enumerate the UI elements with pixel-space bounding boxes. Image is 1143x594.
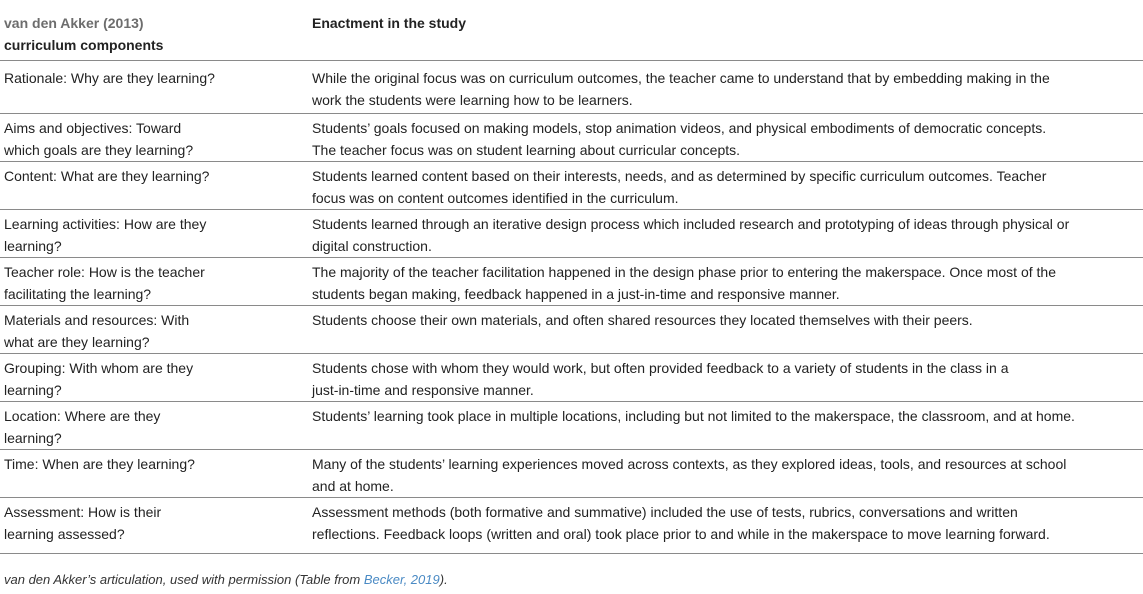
enactment-cell: Students chose with whom they would work, but often provided feedback to a variety of students in the class in a just-in-time and responsive manner.: [312, 360, 1009, 398]
component-cell: Assessment: How is their learning assessed?: [4, 504, 162, 542]
component-cell: Aims and objectives: Toward which goals are they learning?: [4, 120, 194, 158]
enactment-cell: The majority of the teacher facilitation happened in the design phase prior to entering the makerspace. Once most of the students began making, feedback happened in a just-in-time and responsive manner.: [312, 264, 1056, 302]
table-row: [0, 162, 1143, 210]
component-cell: Location: Where are they learning?: [4, 408, 161, 446]
component-cell: Content: What are they learning?: [4, 168, 210, 184]
component-cell: Time: When are they learning?: [4, 456, 195, 472]
table-row: [0, 450, 1143, 498]
citation-link[interactable]: Becker, 2019: [363, 572, 440, 587]
header-col1-line2: curriculum components: [4, 37, 164, 53]
table-row: [0, 258, 1143, 306]
enactment-cell: Many of the students’ learning experiences moved across contexts, as they explored ideas, tools, and resources at school and at home.: [312, 456, 1067, 494]
table-caption: [4, 572, 448, 587]
component-cell: Materials and resources: With what are they learning?: [4, 312, 190, 350]
table-row: [0, 306, 1143, 354]
component-cell: Teacher role: How is the teacher facilitating the learning?: [4, 264, 205, 302]
caption-text-end: ).: [439, 572, 448, 587]
table-row: [0, 114, 1143, 162]
enactment-cell: While the original focus was on curriculum outcomes, the teacher came to understand that by embedding making in the work the students were learning how to be learners.: [312, 70, 1050, 108]
table-row: [0, 498, 1143, 554]
enactment-cell: Assessment methods (both formative and summative) included the use of tests, rubrics, conversations and written reflections. Feedback loops (written and oral) took place prior to and while in the makerspace to move learning forward.: [312, 504, 1050, 542]
component-cell: Grouping: With whom are they learning?: [4, 360, 194, 398]
enactment-cell: Students learned content based on their interests, needs, and as determined by specific curriculum outcomes. Teacher focus was on content outcomes identified in the curriculum.: [312, 168, 1047, 206]
caption-text: van den Akker’s articulation, used with permission (Table from: [4, 572, 364, 587]
enactment-cell: Students’ learning took place in multiple locations, including but not limited to the makerspace, the classroom, and at home.: [312, 408, 1075, 424]
table-header: [0, 0, 1143, 61]
enactment-cell: Students’ goals focused on making models, stop animation videos, and physical embodiments of democratic concepts. The teacher focus was on student learning about curricular concepts.: [312, 120, 1047, 158]
component-cell: Learning activities: How are they learning?: [4, 216, 207, 254]
component-cell: Rationale: Why are they learning?: [4, 70, 215, 86]
table-row: [0, 354, 1143, 402]
header-col-enactment: Enactment in the study: [312, 15, 467, 31]
table-row: [0, 402, 1143, 450]
table-row: [0, 210, 1143, 258]
enactment-cell: Students learned through an iterative design process which included research and prototyping of ideas through physical or digital construction.: [312, 216, 1070, 254]
table-row: [0, 61, 1143, 114]
enactment-cell: Students choose their own materials, and often shared resources they located themselves with their peers.: [312, 312, 973, 328]
header-col-components: [4, 12, 163, 56]
header-col1-line1: van den Akker (2013): [4, 15, 144, 31]
